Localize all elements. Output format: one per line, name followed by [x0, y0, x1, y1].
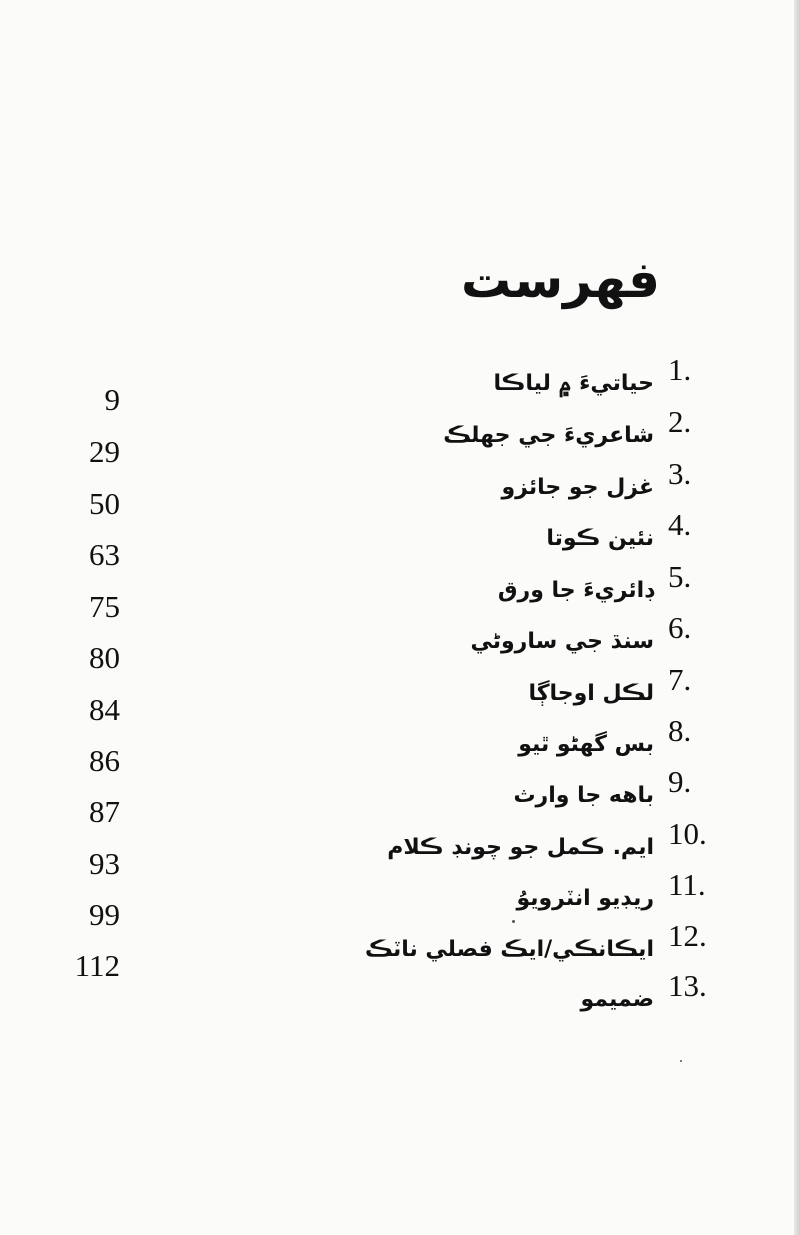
toc-title: ايڪانڪي/ايڪ فصلي ناٽڪ — [365, 937, 654, 962]
toc-title: ايم. ڪمل جو چونڊ ڪلام — [387, 835, 654, 860]
toc-title: ريڊيو انٽرويوُ — [516, 886, 654, 911]
toc-row — [0, 452, 800, 521]
toc-title: باهه جا وارث — [513, 783, 654, 808]
toc-row — [0, 812, 800, 881]
toc-number: 12. — [668, 918, 707, 953]
toc-page: 9 — [104, 382, 120, 417]
toc-page: 80 — [89, 640, 120, 675]
toc-number: 13. — [668, 968, 707, 1003]
toc-page: 29 — [89, 434, 120, 469]
toc-number: 9. — [668, 764, 692, 799]
toc-number: 7. — [668, 662, 692, 697]
page-title: فهرست — [461, 251, 660, 309]
toc-page: 75 — [89, 589, 120, 624]
toc-row — [0, 400, 800, 469]
toc-row — [0, 964, 800, 1016]
toc-title: سنڌ جي ساروڻي — [470, 629, 654, 654]
scan-speck — [680, 1060, 682, 1062]
toc-number: 5. — [668, 559, 692, 594]
toc-number: 6. — [668, 610, 692, 645]
toc-page: 87 — [89, 794, 120, 829]
toc-page: 86 — [89, 743, 120, 778]
toc-title: نئين ڪوتا — [546, 526, 654, 551]
toc-number: 8. — [668, 713, 692, 748]
toc-number: 1. — [668, 352, 692, 387]
toc-row — [0, 555, 800, 624]
toc-page: 50 — [89, 486, 120, 521]
toc-row — [0, 348, 800, 417]
toc-title: ضميمو — [580, 987, 654, 1012]
toc-number: 3. — [668, 456, 692, 491]
toc-row — [0, 503, 800, 572]
toc-row — [0, 760, 800, 829]
toc-number: 2. — [668, 404, 692, 439]
toc-row — [0, 914, 800, 983]
toc-title: بس گهڻو ٿيو — [518, 732, 654, 757]
toc-title: حياتيءَ ۾ لياڪا — [493, 371, 654, 396]
toc-row — [0, 658, 800, 727]
toc-title: شاعريءَ جي جهلڪ — [443, 423, 654, 448]
toc-row — [0, 863, 800, 932]
toc-title: لڪل اوجاڳا — [528, 681, 654, 706]
toc-page: 99 — [89, 897, 120, 932]
toc-page: 84 — [89, 692, 120, 727]
toc-title: ڊائريءَ جا ورق — [497, 578, 654, 603]
toc-row — [0, 709, 800, 778]
toc-page: 63 — [89, 537, 120, 572]
toc-page: 93 — [89, 846, 120, 881]
toc-number: 4. — [668, 507, 692, 542]
toc-title: غزل جو جائزو — [501, 475, 654, 500]
toc-page: 112 — [74, 948, 120, 983]
toc-number: 11. — [668, 867, 706, 902]
toc-number: 10. — [668, 816, 707, 851]
toc-row — [0, 606, 800, 675]
